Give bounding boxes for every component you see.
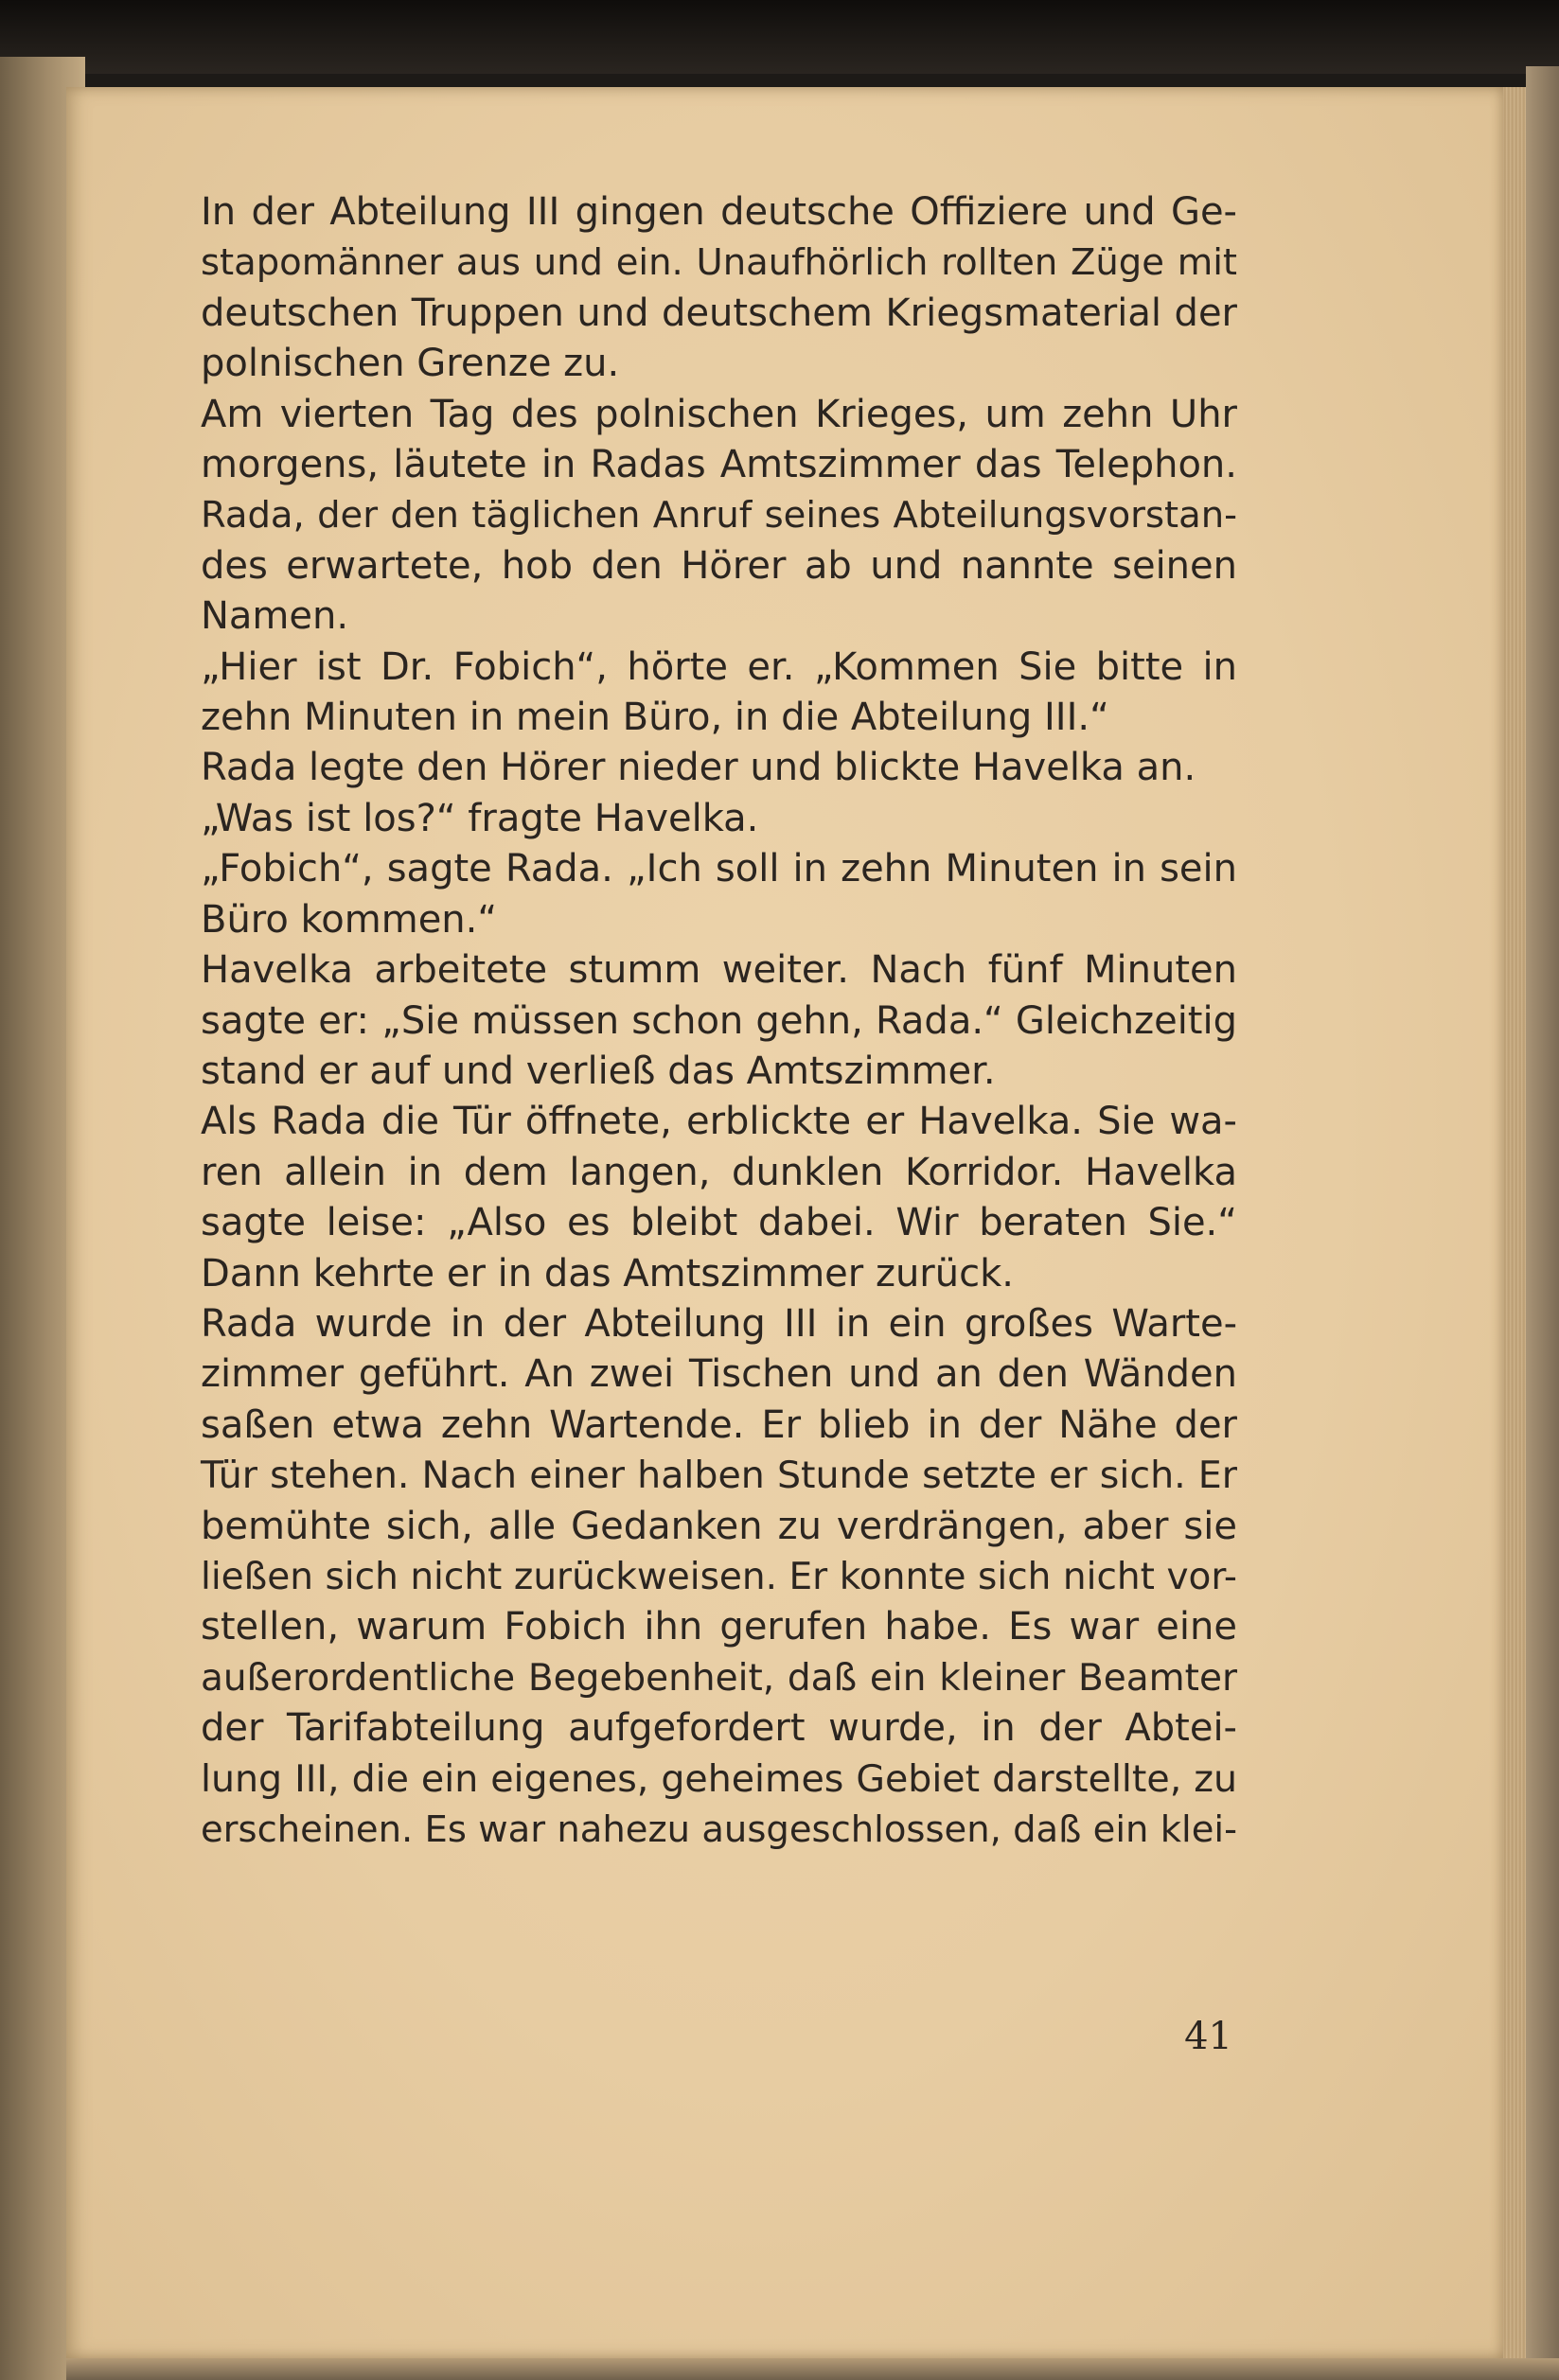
page-stack-edge <box>1503 87 1526 2358</box>
text-line: Havelka arbeitete stumm weiter. Nach fünf Minuten <box>201 948 1237 993</box>
page-body-text <box>201 187 1237 1855</box>
text-line: sagte leise: „Also es bleibt dabei. Wir beraten Sie.“ <box>201 1201 1237 1245</box>
text-line: lung III, die ein eigenes, geheimes Gebiet darstellte, zu <box>201 1756 1237 1801</box>
scan-top-shadow <box>0 0 1559 74</box>
page-number: 41 <box>1184 2015 1232 2058</box>
text-line: Rada, der den täglichen Anruf seines Abteilungsvorstan- <box>201 494 1237 538</box>
text-line: saßen etwa zehn Wartende. Er blieb in der Nähe der <box>201 1402 1237 1447</box>
text-line: morgens, läutete in Radas Amtszimmer das Telephon. <box>201 443 1237 487</box>
text-line: deutschen Truppen und deutschem Kriegsmaterial der <box>201 291 1237 335</box>
text-line: erscheinen. Es war nahezu ausgeschlossen, daß ein klei- <box>201 1808 1237 1851</box>
text-line: Rada wurde in der Abteilung III in ein großes Warte- <box>201 1301 1237 1346</box>
text-line: stand er auf und verließ das Amtszimmer. <box>201 1049 996 1093</box>
text-line: „Was ist los?“ fragte Havelka. <box>201 796 759 840</box>
text-line: des erwartete, hob den Hörer ab und nannte seinen <box>201 543 1237 588</box>
text-line: polnischen Grenze zu. <box>201 342 620 386</box>
text-line: Dann kehrte er in das Amtszimmer zurück. <box>201 1251 1014 1296</box>
text-line: ließen sich nicht zurückweisen. Er konnte sich nicht vor- <box>201 1555 1237 1598</box>
text-line: Büro kommen.“ <box>201 897 498 942</box>
text-line: Namen. <box>201 594 349 639</box>
text-line: sagte er: „Sie müssen schon gehn, Rada.“ Gleichzeitig <box>201 998 1237 1043</box>
text-line: stapomänner aus und ein. Unaufhörlich rollten Züge mit <box>201 241 1237 285</box>
text-line: der Tarifabteilung aufgefordert wurde, in der Abtei- <box>201 1706 1237 1751</box>
text-line: bemühte sich, alle Gedanken zu verdrängen, aber sie <box>201 1504 1237 1548</box>
text-line: stellen, warum Fobich ihn gerufen habe. Es war eine <box>201 1605 1237 1649</box>
text-line: Als Rada die Tür öffnete, erblickte er Havelka. Sie wa- <box>201 1100 1237 1144</box>
text-line: In der Abteilung III gingen deutsche Offiziere und Ge- <box>201 190 1237 234</box>
text-line: Am vierten Tag des polnischen Krieges, um zehn Uhr <box>201 392 1237 436</box>
text-line: „Fobich“, sagte Rada. „Ich soll in zehn Minuten in sein <box>201 847 1237 891</box>
book-cover-edge <box>1526 66 1559 2380</box>
book-bottom-edge <box>66 2358 1559 2380</box>
text-line: ren allein in dem langen, dunklen Korridor. Havelka <box>201 1150 1237 1194</box>
text-line: außerordentliche Begebenheit, daß ein kleiner Beamter <box>201 1656 1237 1700</box>
text-line: Tür stehen. Nach einer halben Stunde setzte er sich. Er <box>201 1454 1237 1498</box>
text-line: „Hier ist Dr. Fobich“, hörte er. „Kommen Sie bitte in <box>201 644 1237 689</box>
text-line: zimmer geführt. An zwei Tischen und an den Wänden <box>201 1352 1237 1397</box>
text-line: zehn Minuten in mein Büro, in die Abteilung III.“ <box>201 696 1109 740</box>
text-line: Rada legte den Hörer nieder und blickte Havelka an. <box>201 746 1196 790</box>
